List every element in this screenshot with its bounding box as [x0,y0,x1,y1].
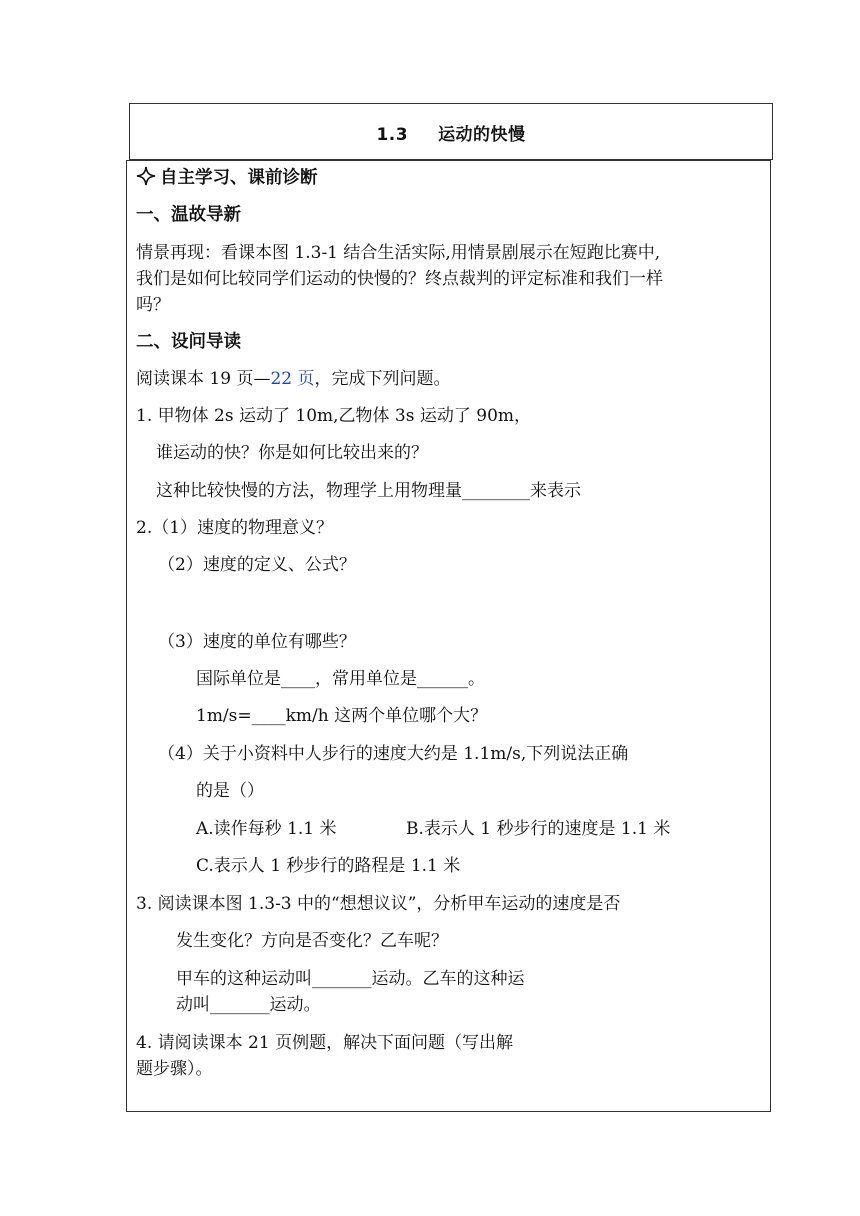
question-1-line-2: 谁运动的快？你是如何比较出来的？ [156,443,428,463]
section-title: 运动的快慢 [438,125,526,145]
question-2-3: （3）速度的单位有哪些？ [158,632,356,652]
reading-instruction [136,367,451,391]
question-1-line-3: 这种比较快慢的方法，物理学上用物理量________来表示 [156,481,581,501]
question-2-2: （2）速度的定义、公式？ [158,555,356,575]
reading-suffix: ，完成下列问题。 [314,369,451,389]
part2-heading: 二、设问导读 [136,332,241,352]
main-heading [136,166,318,190]
question-2-1: 2.（1）速度的物理意义？ [136,518,334,538]
part1-heading: 一、温故导新 [136,205,241,225]
question-2-3-convert: 1m/s=____km/h 这两个单位哪个大？ [196,706,488,726]
section-number: 1.3 [376,125,409,145]
question-4-line-2: 题步骤）。 [136,1059,213,1079]
question-2-4-line-2: 的是（） [196,781,264,801]
reading-prefix: 阅读课本 19 页— [136,369,271,389]
sparkle-icon [136,166,156,186]
question-3-line-1: 3. 阅读课本图 1.3-3 中的“想想议议”，分析甲车运动的速度是否 [136,894,621,914]
question-2-4-line-1: （4）关于小资料中人步行的速度大约是 1.1m/s,下列说法正确 [158,744,629,764]
title-box [129,103,773,160]
scenario-line-1: 情景再现：看课本图 1.3-1 结合生活实际,用情景剧展示在短跑比赛中, [136,243,661,263]
question-3-line-4: 动叫_______运动。 [176,995,321,1015]
option-a: A.读作每秒 1.1 米 [196,819,337,839]
question-3-line-3: 甲车的这种运动叫_______运动。乙车的这种运 [176,969,525,989]
question-3-line-2: 发生变化？方向是否变化？乙车呢？ [176,931,448,951]
page-title [130,120,772,145]
question-2-3-units: 国际单位是____，常用单位是______。 [196,669,485,689]
reading-page-link[interactable]: 22 页 [270,369,315,389]
option-b: B.表示人 1 秒步行的速度是 1.1 米 [406,819,671,839]
scenario-line-2: 我们是如何比较同学们运动的快慢的？终点裁判的评定标准和我们一样 [136,269,663,289]
scenario-line-3: 吗？ [136,295,170,315]
option-c: C.表示人 1 秒步行的路程是 1.1 米 [196,856,461,876]
main-heading-text: 自主学习、课前诊断 [160,168,318,188]
question-1-line-1: 1. 甲物体 2s 运动了 10m,乙物体 3s 运动了 90m， [136,406,532,426]
question-4-line-1: 4. 请阅读课本 21 页例题，解决下面问题（写出解 [136,1033,514,1053]
